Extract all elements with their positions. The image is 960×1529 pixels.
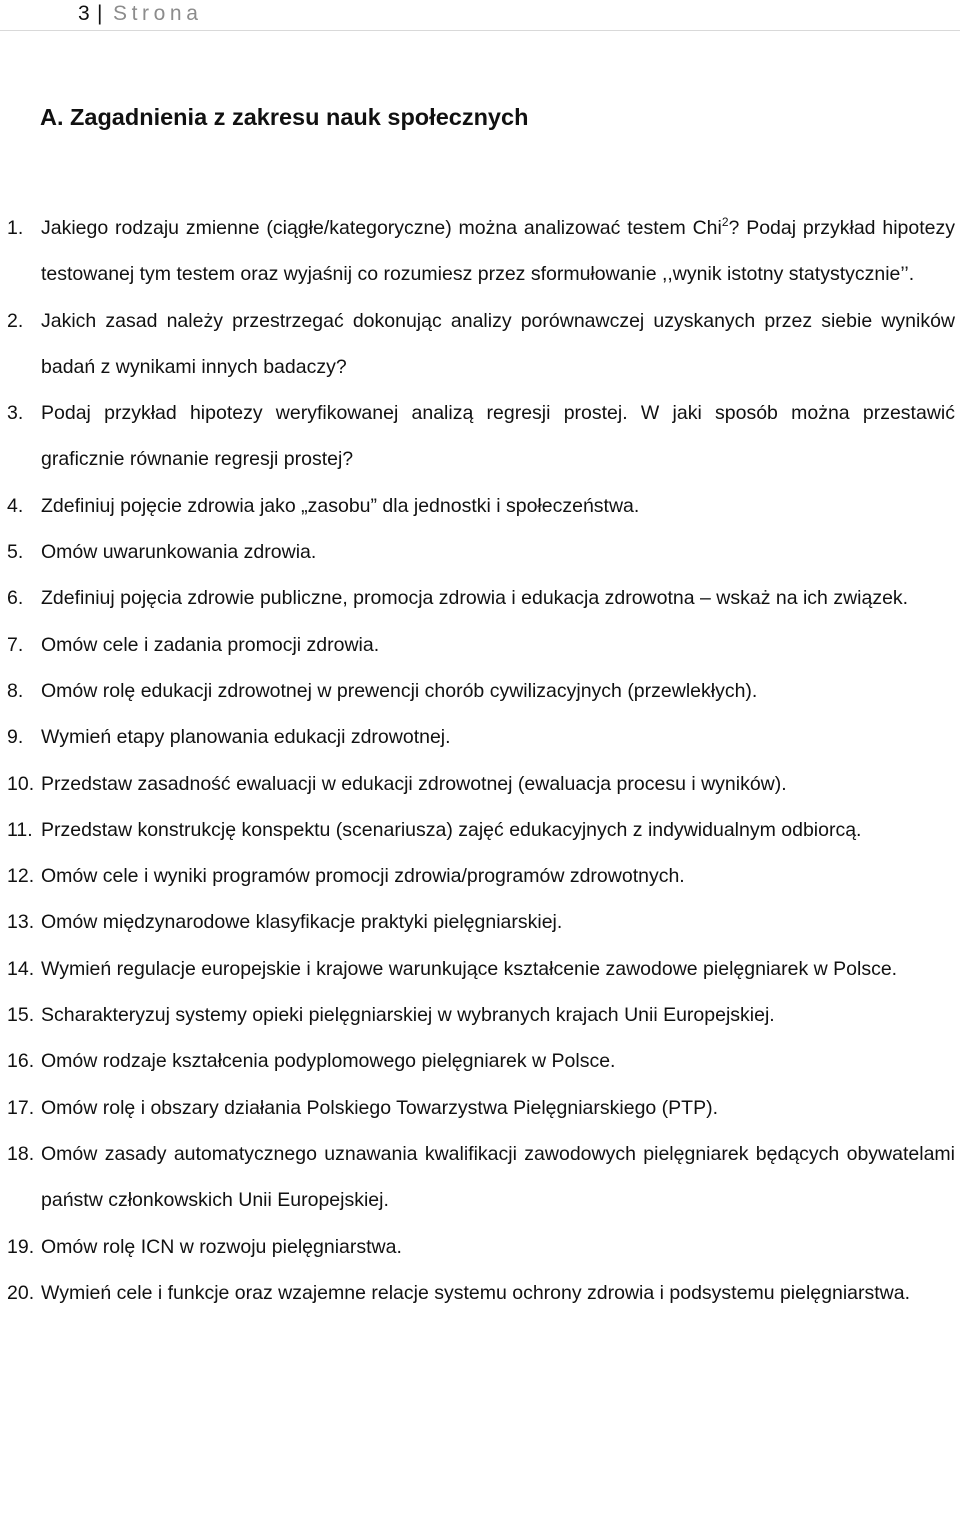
- question-item: [0, 622, 955, 668]
- question-number: 9.: [7, 726, 24, 749]
- question-number: 10.: [7, 772, 35, 795]
- question-text: Wymień etapy planowania edukacji zdrowotnej.: [41, 726, 451, 749]
- question-number: 5.: [7, 541, 24, 564]
- header-separator: |: [97, 2, 103, 25]
- page-label: Strona: [113, 2, 203, 25]
- question-text: Omów cele i wyniki programów promocji zdrowia/programów zdrowotnych.: [41, 865, 685, 888]
- question-text: Omów zasady automatycznego uznawania kwalifikacji zawodowych pielęgniarek będących obywatelami państw członkowskich Unii Europejskiej.: [41, 1142, 955, 1212]
- page-header: [0, 0, 960, 31]
- question-number: 17.: [7, 1096, 35, 1119]
- question-number: 18.: [7, 1142, 35, 1165]
- question-item: [0, 668, 955, 714]
- question-text: Przedstaw zasadność ewaluacji w edukacji zdrowotnej (ewaluacja procesu i wyników).: [41, 772, 787, 795]
- question-item: [0, 761, 955, 807]
- question-item: [0, 575, 955, 621]
- question-item: [0, 390, 955, 483]
- section-title: A. Zagadnienia z zakresu nauk społecznych: [40, 104, 529, 130]
- question-number: 2.: [7, 309, 24, 332]
- question-text: [41, 205, 955, 298]
- superscript: 2: [721, 215, 729, 229]
- question-text: Scharakteryzuj systemy opieki pielęgniarskiej w wybranych krajach Unii Europejskiej.: [41, 1004, 775, 1027]
- question-number: 1.: [7, 217, 24, 239]
- question-item: [0, 298, 955, 391]
- question-number: 8.: [7, 679, 24, 702]
- question-text: Omów rolę edukacji zdrowotnej w prewencji chorób cywilizacyjnych (przewlekłych).: [41, 679, 758, 702]
- question-item: [0, 853, 955, 899]
- question-text: Zdefiniuj pojęcie zdrowia jako „zasobu” dla jednostki i społeczeństwa.: [41, 494, 640, 517]
- question-text: Omów rodzaje kształcenia podyplomowego pielęgniarek w Polsce.: [41, 1050, 616, 1073]
- question-item: [0, 529, 955, 575]
- question-text: Omów rolę i obszary działania Polskiego Towarzystwa Pielęgniarskiego (PTP).: [41, 1096, 719, 1119]
- question-number: 12.: [7, 865, 35, 888]
- question-text: Omów rolę ICN w rozwoju pielęgniarstwa.: [41, 1235, 402, 1258]
- question-item: [0, 1038, 955, 1084]
- question-number: 19.: [7, 1235, 35, 1258]
- question-number: 11.: [7, 818, 33, 841]
- question-number: 16.: [7, 1050, 35, 1073]
- question-text: Przedstaw konstrukcję konspektu (scenariusza) zajęć edukacyjnych z indywidualnym odbiorcą.: [41, 818, 862, 841]
- question-item: [0, 1270, 955, 1316]
- question-item: [0, 1085, 955, 1131]
- question-item: [0, 714, 955, 760]
- page-number: 3: [78, 2, 90, 25]
- question-text: Wymień cele i funkcje oraz wzajemne relacje systemu ochrony zdrowia i podsystemu pielęgniarstwa.: [41, 1281, 911, 1304]
- question-text: Omów międzynarodowe klasyfikacje praktyki pielęgniarskiej.: [41, 911, 563, 934]
- question-number: 7.: [7, 633, 24, 656]
- question-text-part: Jakiego rodzaju zmienne (ciągłe/kategoryczne) można analizować testem Chi: [41, 217, 722, 239]
- question-item: [0, 1131, 955, 1224]
- question-text-part: ? Podaj przykład hipotezy testowanej tym testem oraz wyjaśnij co rozumiesz przez sformułowanie ,,wynik istotny statystycznie’’.: [41, 217, 955, 286]
- question-text: Omów uwarunkowania zdrowia.: [41, 541, 317, 564]
- question-number: 3.: [7, 402, 24, 425]
- question-number: 20.: [7, 1281, 35, 1304]
- question-item: [0, 205, 955, 298]
- question-list: [0, 205, 960, 1316]
- question-number: 4.: [7, 494, 24, 517]
- question-number: 15.: [7, 1004, 35, 1027]
- question-item: [0, 1224, 955, 1270]
- question-item: [0, 807, 955, 853]
- question-text: Jakich zasad należy przestrzegać dokonując analizy porównawczej uzyskanych przez siebie wyników badań z wynikami innych badaczy?: [41, 309, 955, 378]
- question-item: [0, 483, 955, 529]
- question-text: Omów cele i zadania promocji zdrowia.: [41, 633, 380, 656]
- question-number: 13.: [7, 911, 35, 934]
- question-item: [0, 946, 955, 992]
- question-text: Zdefiniuj pojęcia zdrowie publiczne, promocja zdrowia i edukacja zdrowotna – wskaż na ich związek.: [41, 587, 909, 610]
- question-text: Wymień regulacje europejskie i krajowe warunkujące kształcenie zawodowe pielęgniarek w Polsce.: [41, 957, 898, 980]
- question-item: [0, 899, 955, 945]
- question-number: 6.: [7, 587, 24, 610]
- question-number: 14.: [7, 957, 35, 980]
- question-item: [0, 992, 955, 1038]
- question-text: Podaj przykład hipotezy weryfikowanej analizą regresji prostej. W jaki sposób można przestawić graficznie równanie regresji prostej?: [41, 402, 955, 471]
